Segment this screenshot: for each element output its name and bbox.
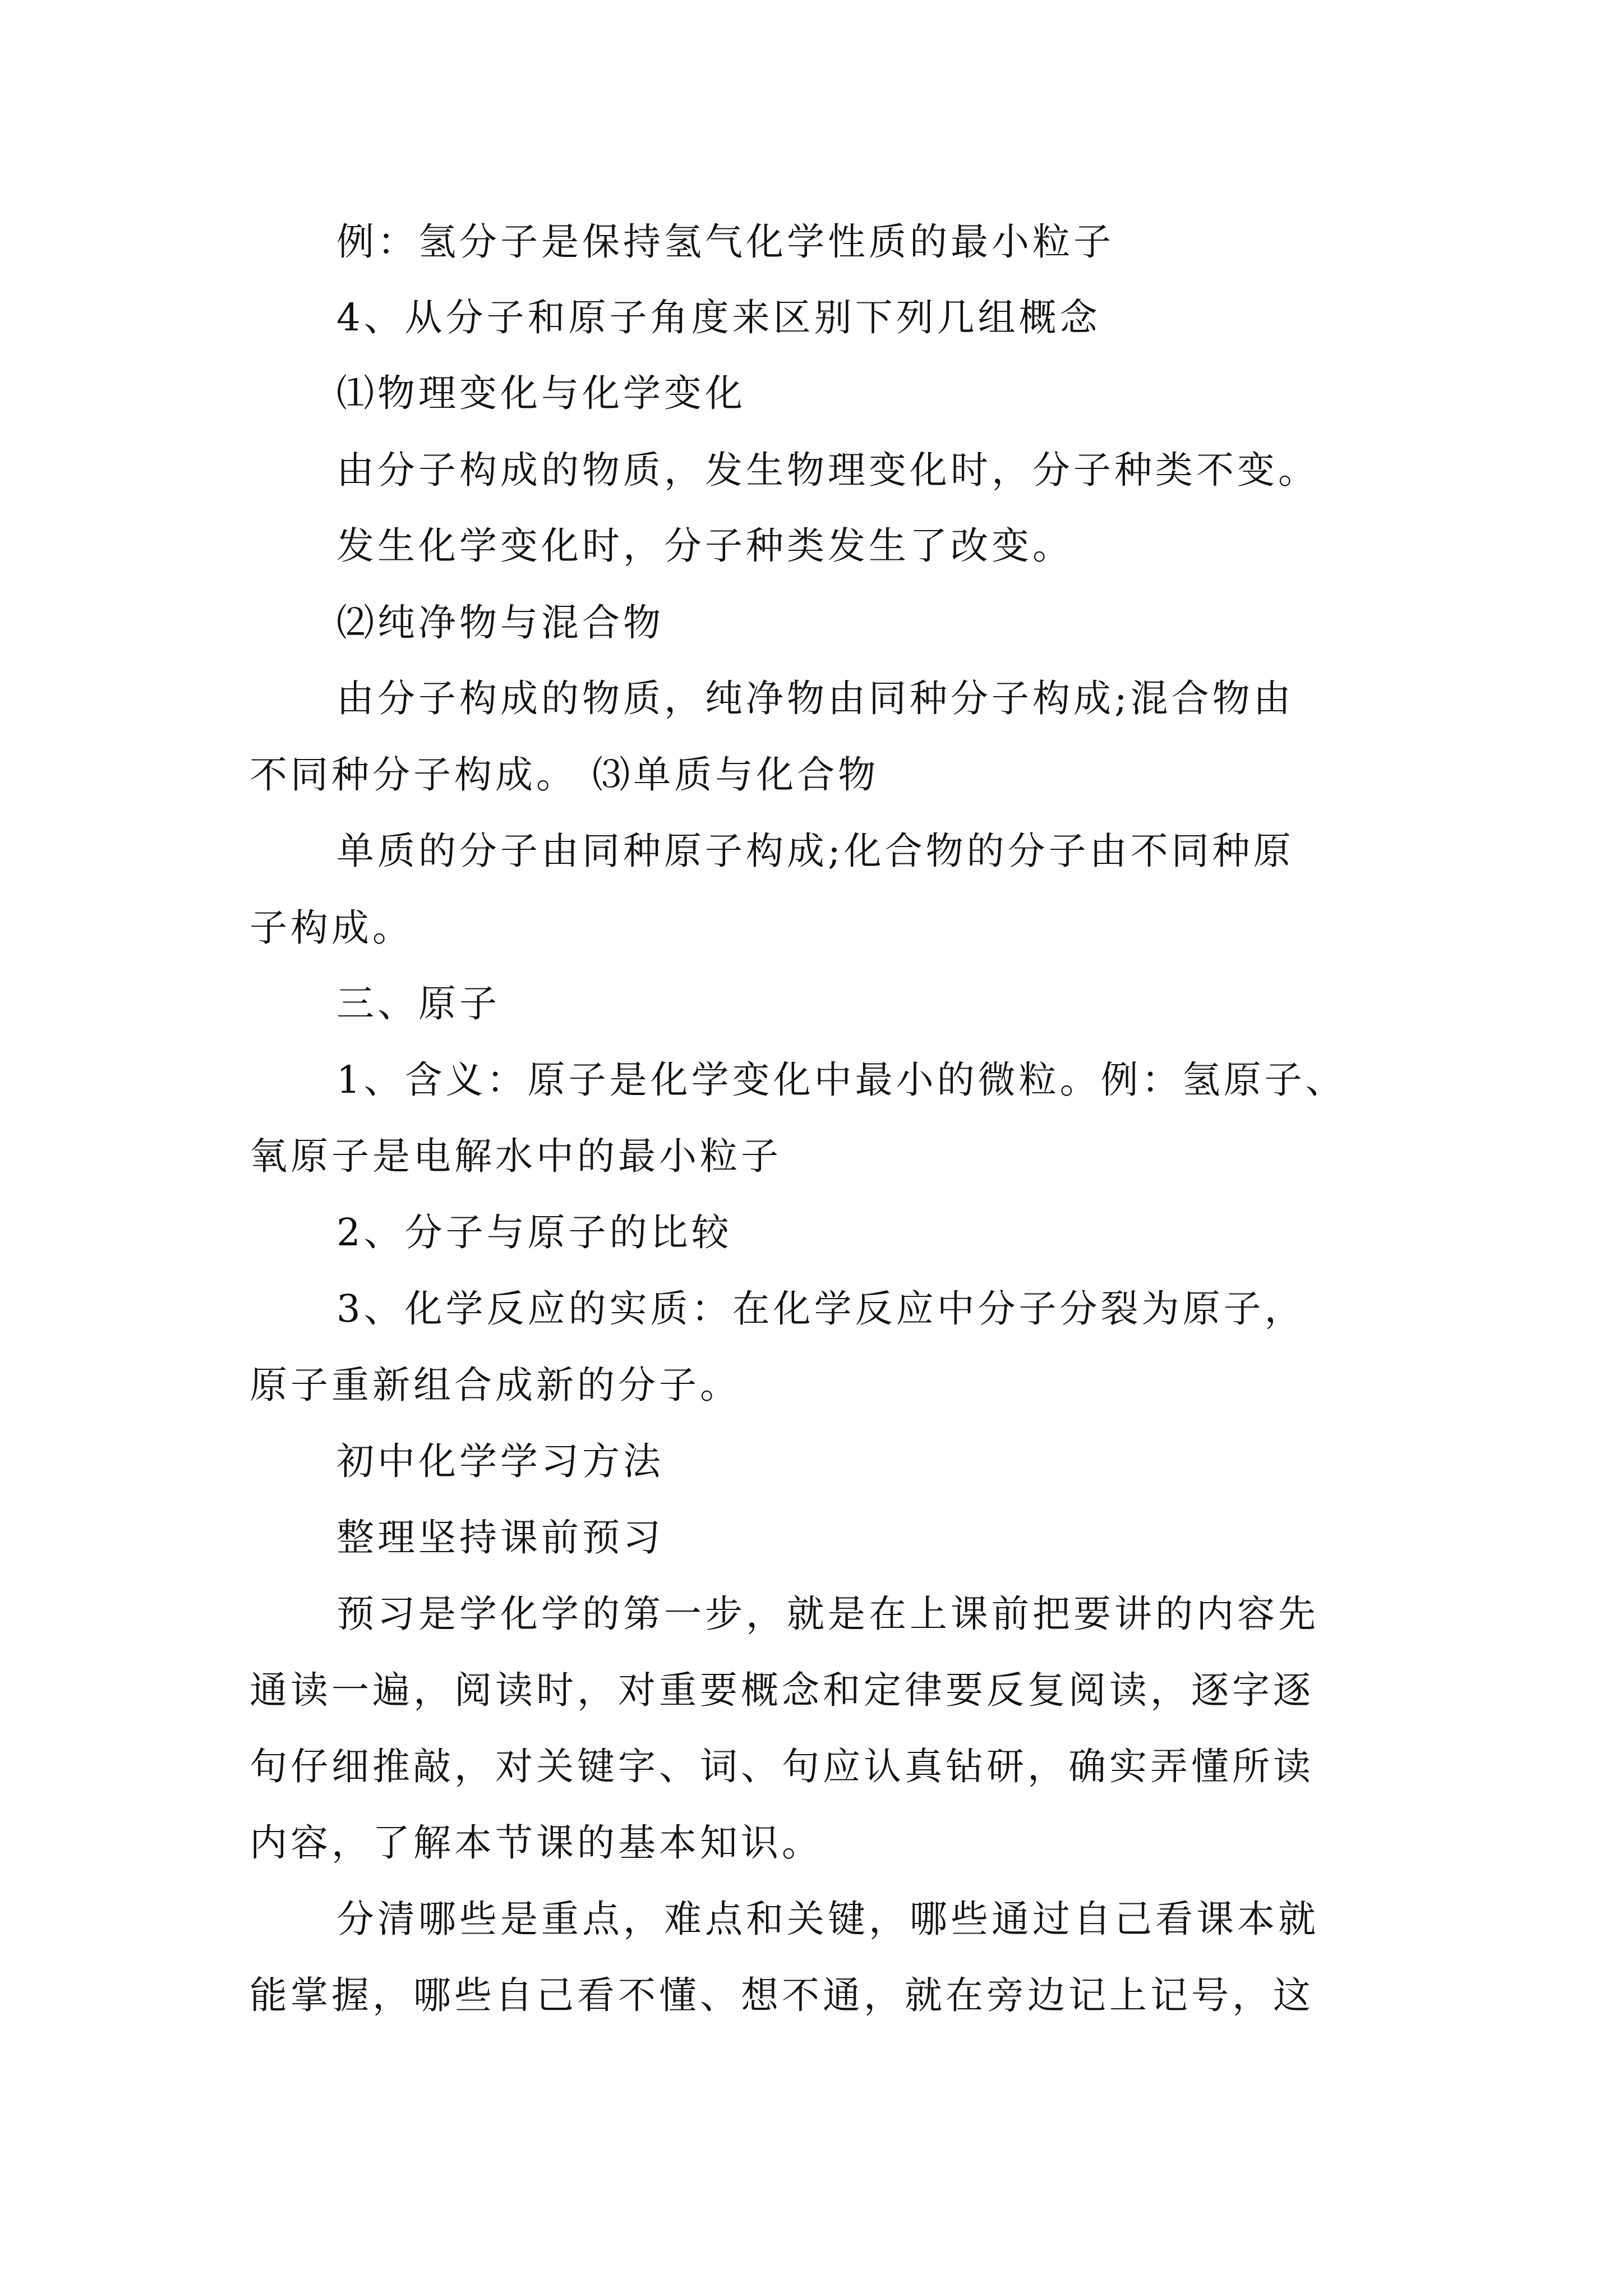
text-line: 能掌握，哪些自己看不懂、想不通，就在旁边记上记号，这 — [250, 1973, 1314, 2017]
text-line: 原子重新组合成新的分子。 — [250, 1363, 741, 1407]
text-line: 子构成。 — [250, 906, 413, 950]
text-line: 由分子构成的物质，纯净物由同种分子构成;混合物由 — [336, 677, 1294, 720]
text-line: 分清哪些是重点，难点和关键，哪些通过自己看课本就 — [336, 1897, 1319, 1941]
text-line: 例：氢分子是保持氢气化学性质的最小粒子 — [336, 220, 1114, 264]
text-line: ⑵纯净物与混合物 — [336, 601, 664, 645]
text-line: 内容，了解本节课的基本知识。 — [250, 1821, 823, 1865]
text-line: 整理坚持课前预习 — [336, 1516, 664, 1559]
text-line: 由分子构成的物质，发生物理变化时，分子种类不变。 — [336, 448, 1319, 492]
text-line: 4、从分子和原子角度来区别下列几组概念 — [336, 296, 1101, 339]
text-line: 句仔细推敲，对关键字、词、句应认真钻研，确实弄懂所读 — [250, 1745, 1314, 1788]
text-line: 发生化学变化时，分子种类发生了改变。 — [336, 524, 1073, 568]
text-line: 初中化学学习方法 — [336, 1439, 664, 1483]
text-line: 预习是学化学的第一步，就是在上课前把要讲的内容先 — [336, 1592, 1319, 1636]
text-line: 单质的分子由同种原子构成;化合物的分子由不同种原 — [336, 829, 1294, 873]
text-line: 不同种分子构成。 ⑶单质与化合物 — [250, 753, 879, 797]
text-line: 1、含义：原子是化学变化中最小的微粒。例：氢原子、 — [336, 1058, 1347, 1102]
text-line: 三、原子 — [336, 982, 500, 1025]
text-line: 通读一遍，阅读时，对重要概念和定律要反复阅读，逐字逐 — [250, 1668, 1314, 1712]
text-line: ⑴物理变化与化学变化 — [336, 371, 746, 415]
text-line: 3、化学反应的实质：在化学反应中分子分裂为原子， — [336, 1287, 1306, 1331]
text-line: 2、分子与原子的比较 — [336, 1211, 732, 1254]
text-line: 氧原子是电解水中的最小粒子 — [250, 1134, 782, 1178]
